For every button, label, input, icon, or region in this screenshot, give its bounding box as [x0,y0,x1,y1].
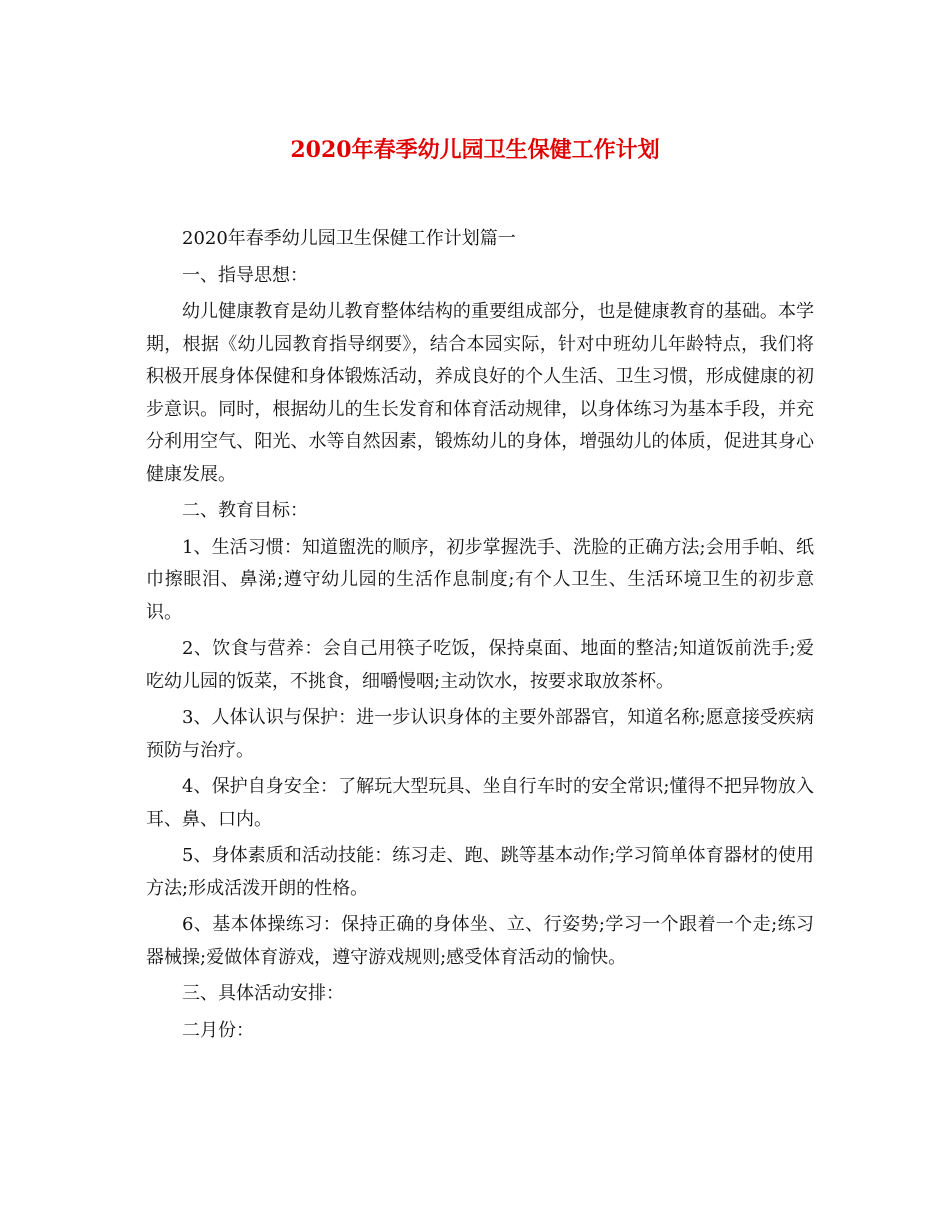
goal-diet-nutrition: 2、饮食与营养：会自己用筷子吃饭，保持桌面、地面的整洁;知道饭前洗手;爱吃幼儿园的饭菜，不挑食，细嚼慢咽;主动饮水，按要求取放茶杯。 [146,638,814,692]
goal-living-habits: 1、生活习惯：知道盥洗的顺序，初步掌握洗手、洗脸的正确方法;会用手帕、纸巾擦眼泪、鼻涕;遵守幼儿园的生活作息制度;有个人卫生、生活环境卫生的初步意识。 [146,536,814,623]
section-subtitle: 2020年春季幼儿园卫生保健工作计划篇一 [182,228,516,249]
goal-physical-skills: 5、身体素质和活动技能：练习走、跑、跳等基本动作;学习简单体育器材的使用方法;形成活泼开朗的性格。 [146,845,814,899]
heading-education-goals: 二、教育目标： [182,500,308,521]
goal-body-awareness: 3、人体认识与保护：进一步认识身体的主要外部器官，知道名称;愿意接受疾病预防与治疗。 [146,707,814,761]
goal-basic-exercise: 6、基本体操练习：保持正确的身体坐、立、行姿势;学习一个跟着一个走;练习器械操;爱做体育游戏，遵守游戏规则;感受体育活动的愉快。 [146,914,814,968]
document-title: 2020年春季幼儿园卫生保健工作计划 [290,137,660,163]
heading-february: 二月份： [182,1019,254,1041]
goal-self-safety: 4、保护自身安全：了解玩大型玩具、坐自行车时的安全常识;懂得不把异物放入耳、鼻、口内。 [146,776,814,830]
paragraph-guiding-ideology: 幼儿健康教育是幼儿教育整体结构的重要组成部分，也是健康教育的基础。本学期，根据《幼儿园教育指导纲要》，结合本园实际，针对中班幼儿年龄特点，我们将积极开展身体保健和身体锻炼活动，养成良好的个人生活、卫生习惯，形成健康的初步意识。同时，根据幼儿的生长发育和体育活动规律，以身体练习为基本手段，并充分利用空气、阳光、水等自然因素，锻炼幼儿的身体，增强幼儿的体质，促进其身心健康发展。 [146,301,814,485]
document-body [146,223,814,1051]
heading-activity-schedule: 三、具体活动安排： [182,983,344,1004]
heading-guiding-ideology: 一、指导思想： [182,264,308,286]
